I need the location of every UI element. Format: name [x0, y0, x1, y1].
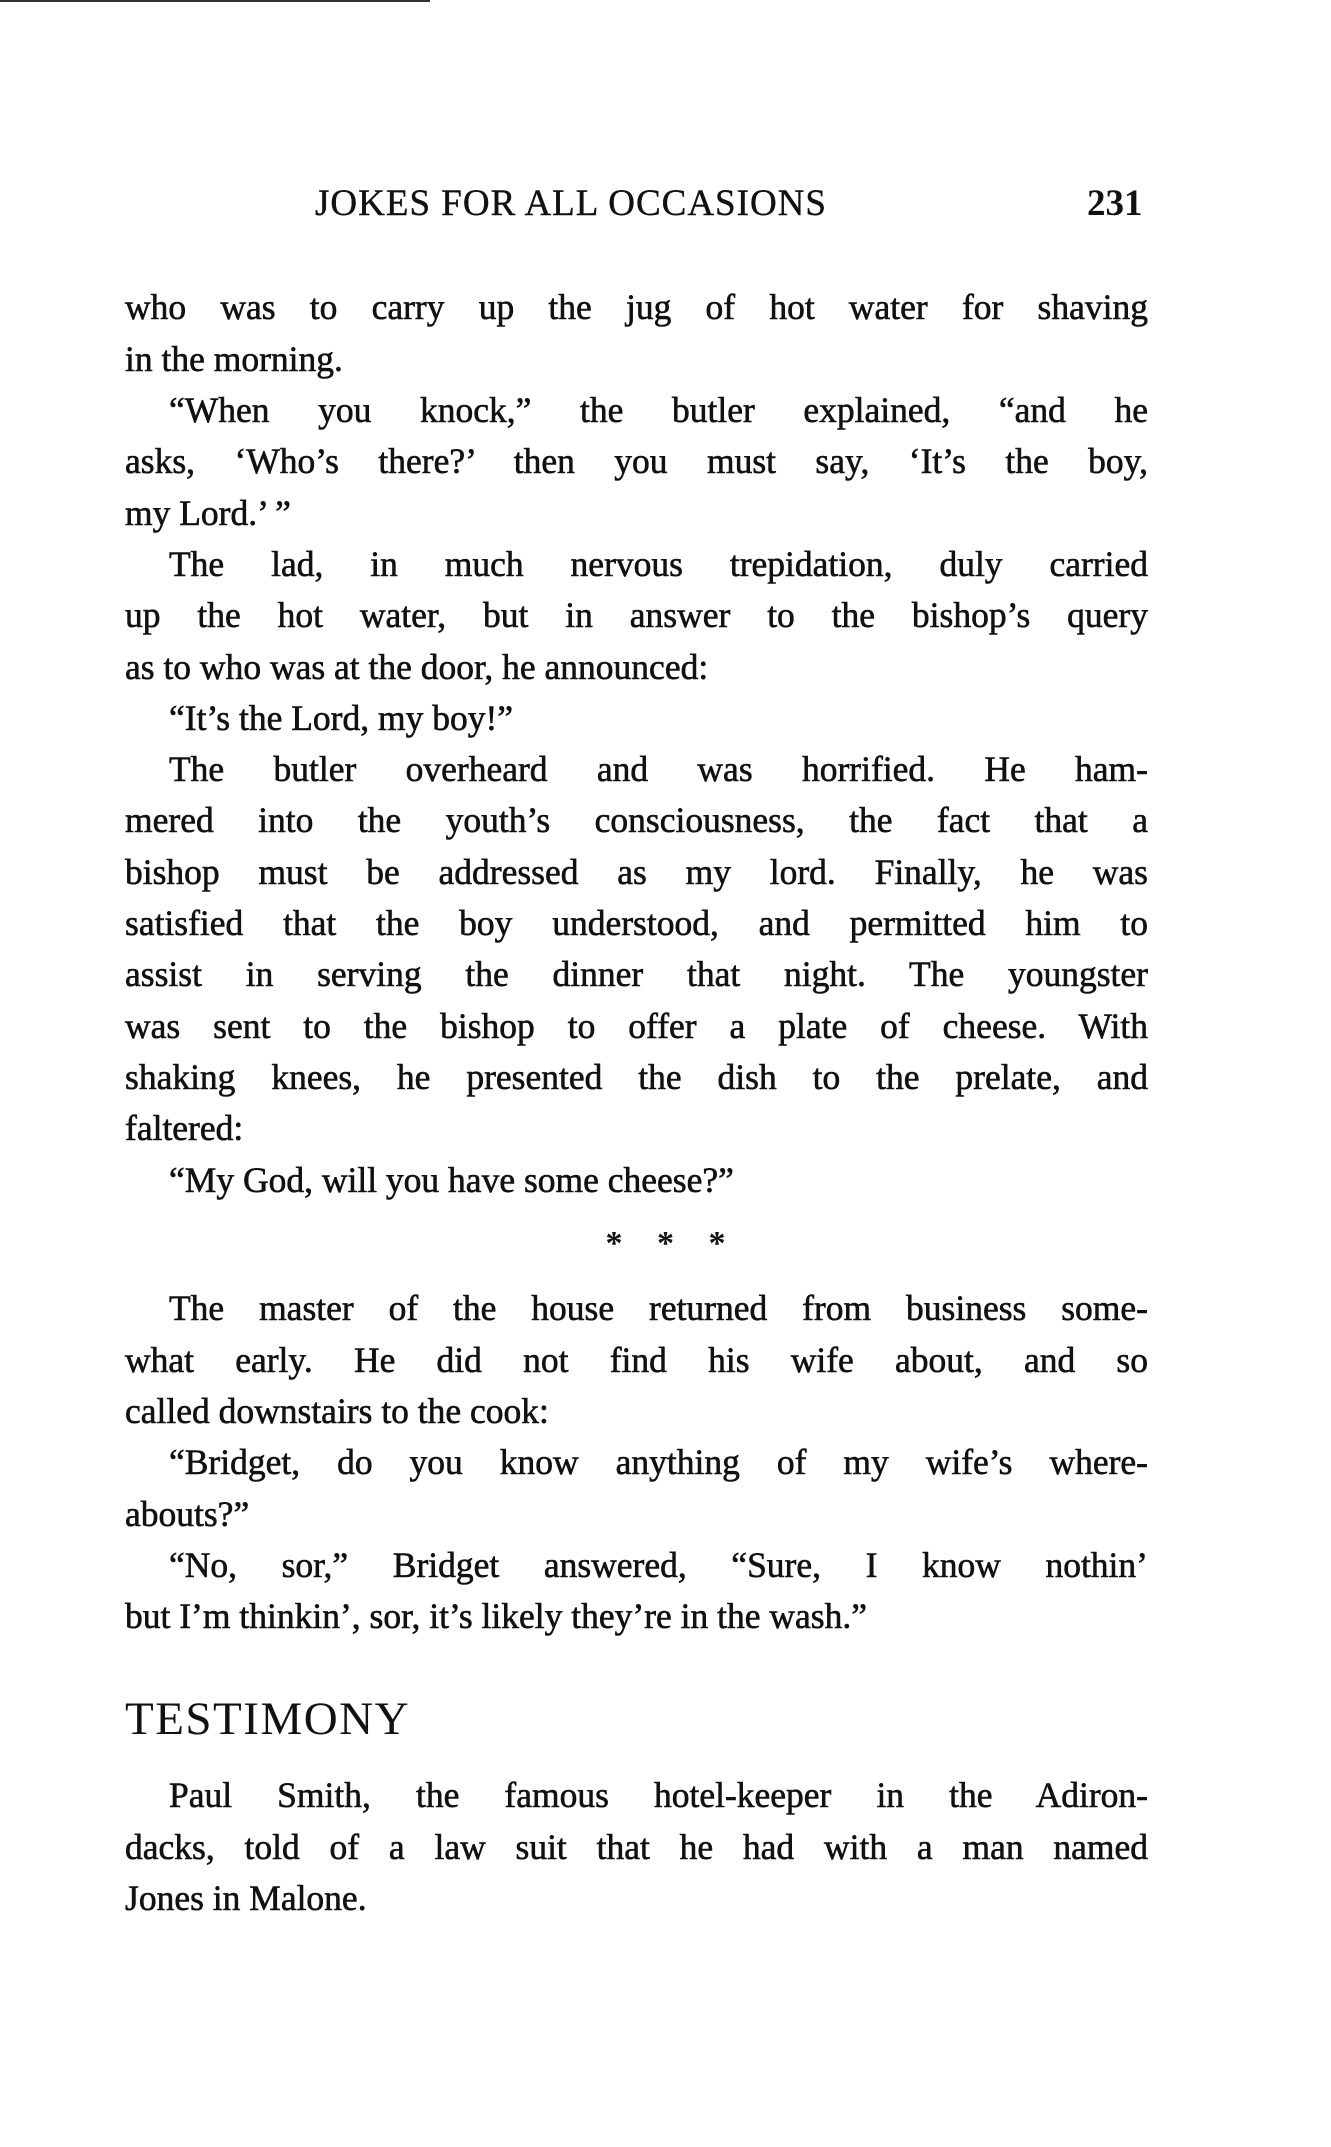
- text-line: “My God, will you have some cheese?”: [169, 1159, 734, 1200]
- text-line: my Lord.’ ”: [125, 492, 291, 533]
- text-line: shaking knees, he presented the dish to the prelate, and: [125, 1056, 1148, 1097]
- text-line: The master of the house returned from business some-: [169, 1288, 1148, 1329]
- text-line: The butler overheard and was horrified. He ham-: [169, 749, 1148, 790]
- text-line: up the hot water, but in answer to the bishop’s query: [125, 595, 1148, 636]
- text-line: Paul Smith, the famous hotel-keeper in the Adiron-: [169, 1775, 1148, 1816]
- text-line: “No, sor,” Bridget answered, “Sure, I know nothin’: [169, 1544, 1148, 1585]
- text-line: Jones in Malone.: [125, 1878, 367, 1918]
- text-line: as to who was at the door, he announced:: [125, 646, 709, 687]
- text-line: bishop must be addressed as my lord. Finally, he was: [125, 851, 1148, 892]
- text-line: who was to carry up the jug of hot water for shaving: [125, 287, 1148, 328]
- text-line: satisfied that the boy understood, and permitted him to: [125, 903, 1148, 943]
- text-line: called downstairs to the cook:: [125, 1391, 549, 1431]
- text-line: “When you knock,” the butler explained, “and he: [169, 390, 1148, 430]
- section-separator: * * *: [605, 1225, 726, 1262]
- text-line: what early. He did not find his wife about, and so: [125, 1339, 1148, 1380]
- text-line: but I’m thinkin’, sor, it’s likely they’re in the wash.”: [125, 1596, 867, 1637]
- text-line: mered into the youth’s consciousness, the fact that a: [125, 800, 1148, 841]
- text-line: dacks, told of a law suit that he had with a man named: [125, 1826, 1148, 1867]
- text-line: faltered:: [125, 1108, 244, 1149]
- text-line: assist in serving the dinner that night. The youngster: [125, 954, 1148, 995]
- text-line: was sent to the bishop to offer a plate of cheese. With: [125, 1005, 1148, 1046]
- text-line: “Bridget, do you know anything of my wife’s where-: [169, 1442, 1148, 1483]
- section-heading: TESTIMONY: [125, 1693, 411, 1745]
- running-head: JOKES FOR ALL OCCASIONS: [315, 183, 827, 224]
- text-line: “It’s the Lord, my boy!”: [169, 697, 514, 738]
- text-line: asks, ‘Who’s there?’ then you must say, ‘It’s the boy,: [125, 441, 1148, 482]
- scan-edge-line: [0, 0, 430, 2]
- page-number: 231: [1087, 183, 1143, 224]
- text-line: abouts?”: [125, 1493, 250, 1534]
- text-line: in the morning.: [125, 338, 343, 379]
- text-line: The lad, in much nervous trepidation, duly carried: [169, 543, 1148, 584]
